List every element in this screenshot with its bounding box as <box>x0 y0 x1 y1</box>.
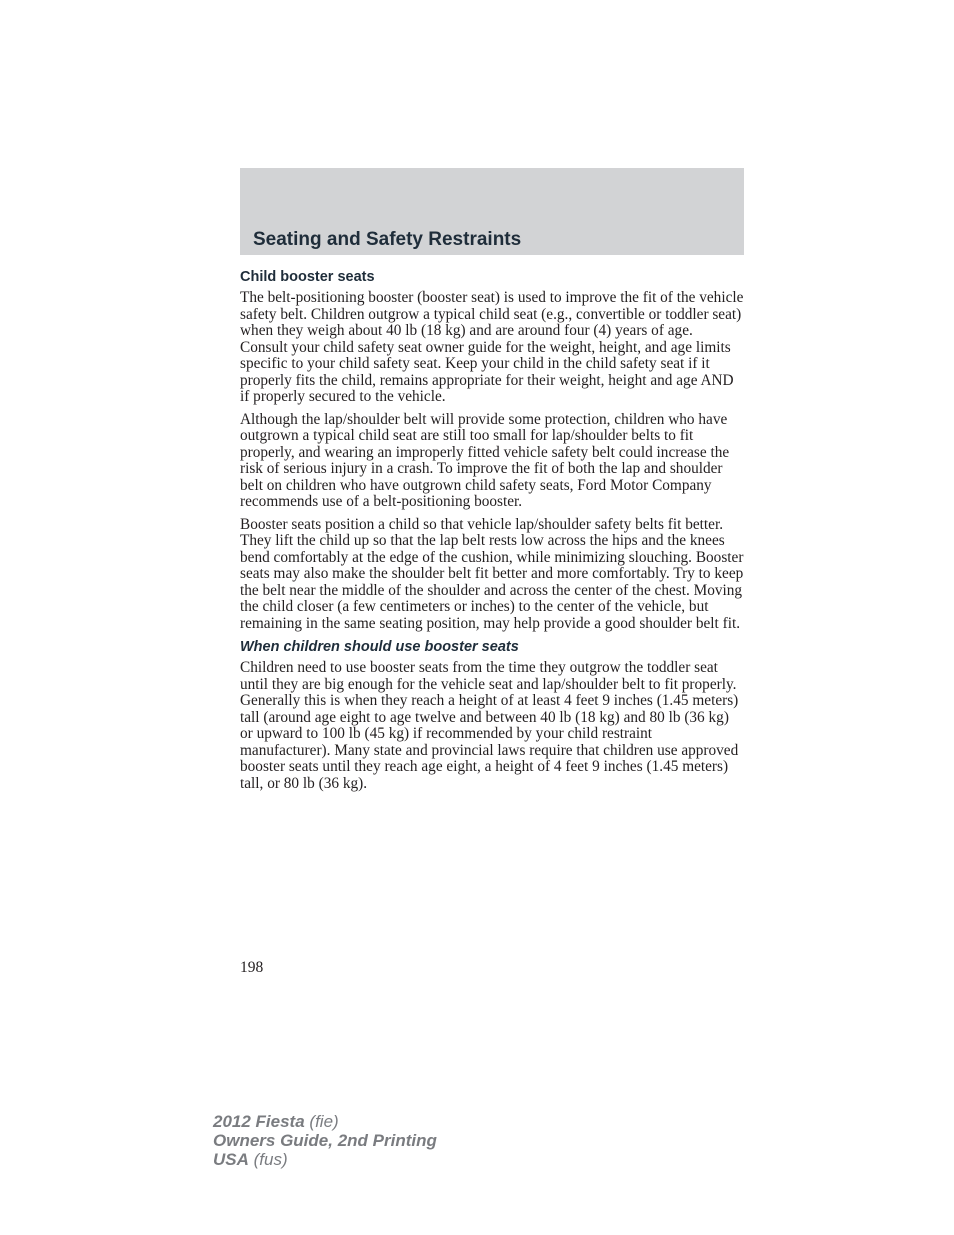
footer-line-model <box>213 1112 437 1131</box>
heading-when-to-use-booster-seats: When children should use booster seats <box>240 639 519 655</box>
footer-guide-title: Owners Guide, 2nd Printing <box>213 1131 437 1150</box>
footer-model-name: 2012 Fiesta <box>213 1112 305 1131</box>
paragraph: Although the lap/shoulder belt will provide some protection, children who have outgrown a typical child seat are still too small for lap/shoulder belts to fit properly, and wearing an improperly fitted vehicle safety belt could increase the risk of serious injury in a crash. To improve the fit of both the lap and shoulder belt on children who have outgrown child safety seats, Ford Motor Company recommends use of a belt-positioning booster. <box>240 410 730 510</box>
document-footer <box>213 1112 437 1169</box>
paragraph: The belt-positioning booster (booster seat) is used to improve the fit of the vehicle safety belt. Children outgrow a typical child seat (e.g., convertible or toddler seat) when they weigh about 40 lb (18 kg) and are around four (4) years of age. Consult your child safety seat owner guide for the weight, height, and age limits specific to your child safety seat. Keep your child in the child safety seat if it properly fits the child, remains appropriate for their weight, height and age AND if properly secured to the vehicle. <box>240 289 744 405</box>
footer-market-code: (fus) <box>253 1150 288 1169</box>
footer-line-market <box>213 1150 437 1169</box>
footer-market-name: USA <box>213 1150 249 1169</box>
section-title: Seating and Safety Restraints <box>253 229 522 250</box>
page-content <box>240 266 744 798</box>
footer-model-code: (fie) <box>309 1112 339 1131</box>
footer-line-guide <box>213 1131 437 1150</box>
section-header-band <box>240 168 744 255</box>
page-number: 198 <box>240 959 264 976</box>
heading-child-booster-seats: Child booster seats <box>240 269 375 285</box>
paragraph: Booster seats position a child so that vehicle lap/shoulder safety belts fit better. They lift the child up so that the lap belt rests low across the hips and the knees bend comfortably at the edge of the cushion, while minimizing slouching. Booster seats may also make the shoulder belt fit better and more comfortably. Try to keep the belt near the middle of the shoulder and across the center of the chest. Moving the child closer (a few centimeters or inches) to the center of the vehicle, but remaining in the same seating position, may help provide a good shoulder belt fit. <box>240 515 744 632</box>
paragraph: Children need to use booster seats from the time they outgrow the toddler seat until they are big enough for the vehicle seat and lap/shoulder belt to fit properly. Generally this is when they reach a height of at least 4 feet 9 inches (1.45 meters) tall (around age eight to age twelve and between 40 lb (18 kg) and 80 lb (36 kg) or upward to 100 lb (45 kg) if recommended by your child restraint manufacturer). Many state and provincial laws require that children use approved booster seats until they reach age eight, a height of 4 feet 9 inches (1.45 meters) tall, or 80 lb (36 kg). <box>240 659 739 792</box>
